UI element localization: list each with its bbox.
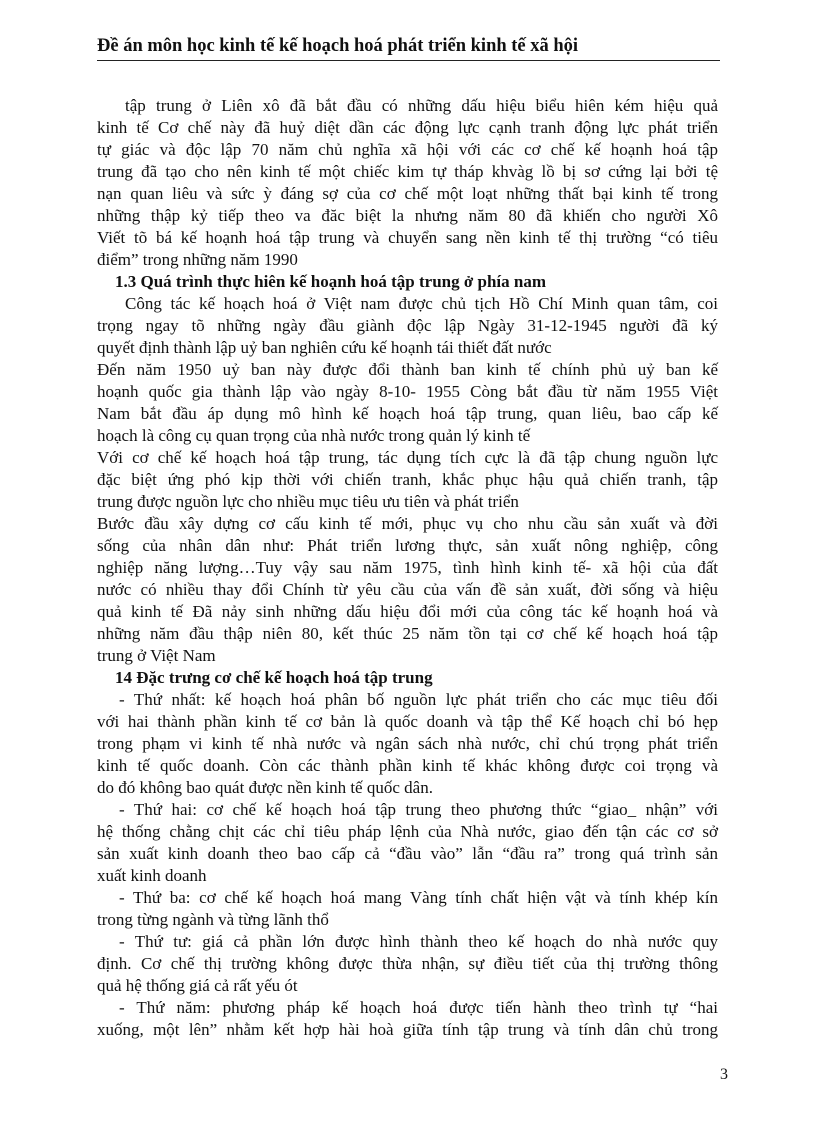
paragraph	[97, 799, 718, 887]
paragraph	[97, 359, 718, 447]
text-line: với hai thành phần kinh tế cơ bản là quốc doanh và tập thể Kế hoạch chỉ bó hẹp	[97, 712, 718, 731]
section-heading	[97, 667, 718, 689]
document-body	[97, 95, 718, 1041]
text-line: kinh tế quốc doanh. Còn các thành phần kinh tế khác không được coi trọng và	[97, 756, 718, 775]
text-line: những năm đầu thập niên 80, kết thúc 25 năm tồn tại cơ chế kế hoạch hoá tập	[97, 624, 718, 643]
text-line: điểm” trong những năm 1990	[97, 250, 298, 269]
text-line: Viết tõ bá kế hoạnh hoá tập trung và chuyển sang nền kinh tế thị trường “có tiêu	[97, 228, 718, 247]
text-line: trung ở Việt Nam	[97, 646, 216, 665]
paragraph	[97, 689, 718, 799]
paragraph	[97, 931, 718, 997]
text-line: Đến năm 1950 uỷ ban này được đổi thành ban kinh tế chính phủ uỷ ban kế	[97, 360, 718, 379]
text-line: nạn quan liêu và sức ỳ đáng sợ của cơ chế một loạt những thất bại kinh tế trong	[97, 184, 718, 203]
text-line: định. Cơ chế thị trường không được thừa nhận, sự điều tiết của thị trường thông	[97, 954, 718, 973]
paragraph	[97, 887, 718, 931]
text-line: trung được nguồn lực cho nhiều mục tiêu ưu tiên và phát triển	[97, 492, 519, 511]
text-line: Với cơ chế kế hoạch hoá tập trung, tác dụng tích cực là đã tập chung nguồn lực	[97, 448, 718, 467]
text-line: đặc biệt ứng phó kịp thời với chiến tranh, khắc phục hậu quả chiến tranh, tập	[97, 470, 718, 489]
paragraph	[97, 95, 718, 271]
text-line: xuất kinh doanh	[97, 866, 207, 885]
text-line: - Thứ tư: giá cả phần lớn được hình thành theo kế hoạch do nhà nước quy	[119, 932, 718, 951]
text-line: - Thứ hai: cơ chế kế hoạch hoá tập trung theo phương thức “giao_ nhận” với	[119, 800, 718, 819]
text-line: 14 Đặc trưng cơ chế kế hoạch hoá tập trung	[115, 668, 433, 687]
text-line: những thập kỷ tiếp theo va đăc biệt la nhưng năm 80 đã khiến cho người Xô	[97, 206, 718, 225]
text-line: hệ thống chằng chịt các chỉ tiêu pháp lệnh của Nhà nước, giao đến tận các cơ sở	[97, 822, 718, 841]
text-line: sản xuất kinh doanh theo bao cấp cả “đầu vào” lẫn “đầu ra” trong quá trình sản	[97, 844, 718, 863]
section-heading	[97, 271, 718, 293]
text-line: xuống, một lên” nhằm kết hợp hài hoà giữa tính tập trung và tính dân chủ trong	[97, 1020, 718, 1039]
text-line: quả hệ thống giá cả rất yếu ót	[97, 976, 298, 995]
text-line: trung đã tạo cho nên kinh tế một chiếc kim tự tháp khvàg lồ bị sơ cứng lại bởi tệ	[97, 162, 718, 181]
text-line: nghiệp năng lượng…Tuy vậy sau năm 1975, tình hình kinh tế- xã hội của đất	[97, 558, 718, 577]
text-line: trong phạm vi kinh tế nhà nước và ngân sách nhà nước, chỉ chú trọng phát triển	[97, 734, 718, 753]
text-line: quả kinh tế Đã nảy sinh những dấu hiệu đổi mới của công tác kế hoạnh hoá và	[97, 602, 718, 621]
paragraph	[97, 513, 718, 667]
text-line: Công tác kế hoạch hoá ở Việt nam được chủ tịch Hồ Chí Minh quan tâm, coi	[125, 294, 718, 313]
text-line: trong từng ngành và từng lãnh thổ	[97, 910, 329, 929]
text-line: Nam bắt đầu áp dụng mô hình kế hoạch hoá tập trung, quan liêu, bao cấp kế	[97, 404, 718, 423]
text-line: - Thứ năm: phương pháp kế hoạch hoá được tiến hành theo trình tự “hai	[119, 998, 718, 1017]
text-line: sống của nhân dân như: Phát triển lương thực, sản xuất nông nghiệp, công	[97, 536, 718, 555]
paragraph	[97, 447, 718, 513]
paragraph	[97, 997, 718, 1041]
text-line: tự giác và độc lập 70 năm chủ nghĩa xã hội với các cơ chế kế hoạnh hoá tập	[97, 140, 718, 159]
page-number: 3	[720, 1066, 728, 1083]
page-header-title: Đề án môn học kinh tế kế hoạch hoá phát triển kinh tế xã hội	[97, 36, 720, 61]
text-line: hoạch là công cụ quan trọng của nhà nước trong quản lý kinh tế	[97, 426, 531, 445]
text-line: Bước đầu xây dựng cơ cấu kinh tế mới, phục vụ cho nhu cầu sản xuất và đời	[97, 514, 718, 533]
text-line: - Thứ ba: cơ chế kế hoạch hoá mang Vàng tính chất hiện vật và tính khép kín	[119, 888, 718, 907]
text-line: kinh tế Cơ chế này đã huỷ diệt dần các động lực cạnh tranh động lực phát triển	[97, 118, 718, 137]
paragraph	[97, 293, 718, 359]
text-line: - Thứ nhất: kế hoạch hoá phân bố nguồn lực phát triển cho các mục tiêu đối	[119, 690, 718, 709]
text-line: 1.3 Quá trình thực hiên kế hoạnh hoá tập trung ở phía nam	[115, 272, 547, 291]
text-line: tập trung ở Liên xô đã bắt đầu có những dấu hiệu biểu hiên kém hiệu quả	[125, 96, 718, 115]
text-line: trọng ngay tõ những ngày đầu giành độc lập Ngày 31-12-1945 người đã ký	[97, 316, 718, 335]
text-line: quyết định thành lập uỷ ban nghiên cứu kế hoạnh tái thiết đất nước	[97, 338, 552, 357]
text-line: hoạnh quốc gia thành lập vào ngày 8-10- 1955 Còng bắt đầu từ năm 1955 Việt	[97, 382, 718, 401]
text-line: do đó không bao quát được nền kinh tế quốc dân.	[97, 778, 433, 797]
text-line: nước có nhiều thay đổi Chính từ yêu cầu của vấn đề sản xuất, đời sống và hiệu	[97, 580, 718, 599]
